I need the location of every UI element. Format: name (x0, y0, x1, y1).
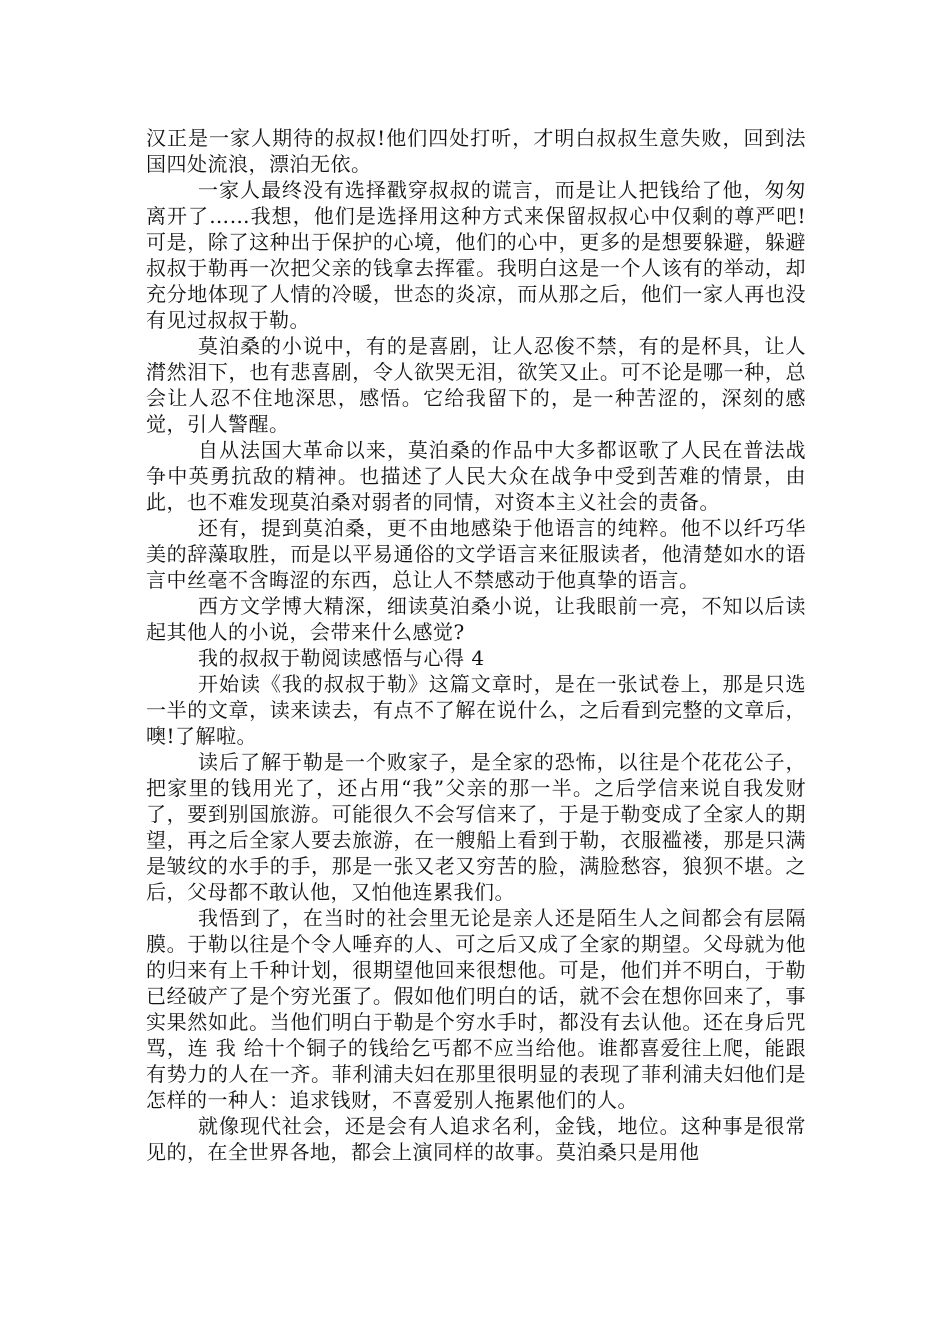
paragraph: 我悟到了，在当时的社会里无论是亲人还是陌生人之间都会有层隔膜。于勒以往是个令人唾弃的人、可之后又成了全家的期望。父母就为他的归来有上千种计划，很期望他回来很想他。可是，他们并不明白，于勒已经破产了是个穷光蛋了。假如他们明白的话，就不会在想你回来了，事实果然如此。当他们明白于勒是个穷水手时，都没有去认他。还在身后咒骂，连 我 给十个铜子的钱给乞丐都不应当给他。谁都喜爱往上爬，能跟有势力的人在一齐。菲利浦夫妇在那里很明显的表现了菲利浦夫妇他们是怎样的一种人：追求钱财，不喜爱别人拖累他们的人。 (146, 906, 806, 1112)
paragraph: 开始读《我的叔叔于勒》这篇文章时，是在一张试卷上，那是只选一半的文章，读来读去，有点不了解在说什么，之后看到完整的文章后，噢!了解啦。 (146, 672, 806, 748)
paragraph: 就像现代社会，还是会有人追求名利，金钱，地位。这种事是很常见的，在全世界各地，都会上演同样的故事。莫泊桑只是用他 (146, 1114, 806, 1164)
paragraph: 自从法国大革命以来，莫泊桑的作品中大多都讴歌了人民在普法战争中英勇抗敌的精神。也描述了人民大众在战争中受到苦难的情景，由此，也不难发现莫泊桑对弱者的同情，对资本主义社会的责备。 (146, 438, 806, 514)
paragraph: 汉正是一家人期待的叔叔!他们四处打听，才明白叔叔生意失败，回到法国四处流浪，漂泊无依。 (146, 126, 806, 176)
section-heading: 我的叔叔于勒阅读感悟与心得 4 (198, 646, 485, 670)
document-page (146, 125, 806, 1165)
paragraph: 还有，提到莫泊桑，更不由地感染于他语言的纯粹。他不以纤巧华美的辞藻取胜，而是以平易通俗的文学语言来征服读者，他清楚如水的语言中丝毫不含晦涩的东西，总让人不禁感动于他真挚的语言。 (146, 516, 806, 592)
paragraph: 西方文学博大精深，细读莫泊桑小说，让我眼前一亮，不知以后读起其他人的小说，会带来什么感觉? (146, 594, 806, 644)
paragraph: 读后了解于勒是一个败家子，是全家的恐怖，以往是个花花公子，把家里的钱用光了，还占用“我”父亲的那一半。之后学信来说自我发财了，要到别国旅游。可能很久不会写信来了，于是于勒变成了全家人的期望，再之后全家人要去旅游，在一艘船上看到于勒，衣服褴褛，那是只满是皱纹的水手的手，那是一张又老又穷苦的脸，满脸愁容，狼狈不堪。之后，父母都不敢认他，又怕他连累我们。 (146, 750, 806, 904)
paragraph: 一家人最终没有选择戳穿叔叔的谎言，而是让人把钱给了他，匆匆离开了……我想，他们是选择用这种方式来保留叔叔心中仅剩的尊严吧!可是，除了这种出于保护的心境，他们的心中，更多的是想要躲避，躲避叔叔于勒再一次把父亲的钱拿去挥霍。我明白这是一个人该有的举动，却充分地体现了人情的冷暖，世态的炎凉，而从那之后，他们一家人再也没有见过叔叔于勒。 (146, 178, 806, 332)
paragraph: 莫泊桑的小说中，有的是喜剧，让人忍俊不禁，有的是杯具，让人潸然泪下，也有悲喜剧，令人欲哭无泪，欲笑又止。可不论是哪一种，总会让人忍不住地深思，感悟。它给我留下的，是一种苦涩的，深刻的感觉，引人警醒。 (146, 334, 806, 436)
